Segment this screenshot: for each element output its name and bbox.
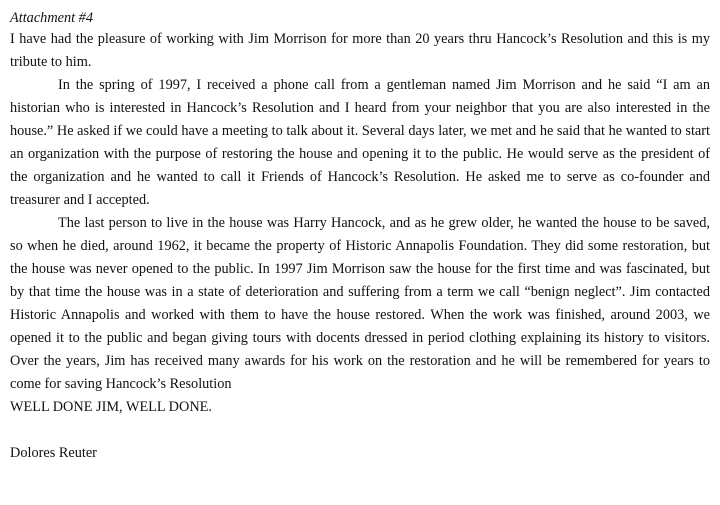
attachment-heading: Attachment #4 — [10, 10, 93, 26]
paragraph-intro: I have had the pleasure of working with Jim Morrison for more than 20 years thru Hancock’s Resolution and this is my tribute to him. — [10, 31, 710, 70]
signature-name: Dolores Reuter — [10, 445, 97, 461]
closing-line: WELL DONE JIM, WELL DONE. — [10, 399, 212, 415]
paragraph-founding: In the spring of 1997, I received a phone call from a gentleman named Jim Morrison and he said “I am an historian who is interested in Hancock’s Resolution and I heard from your neighbor that you are also interested in the house.” He asked if we could have a meeting to talk about it. Several days later, we met and he said that he wanted to start an organization with the purpose of restoring the house and opening it to the public. He would serve as the president of the organization and he wanted to call it Friends of Hancock’s Resolution. He asked me to serve as co-founder and treasurer and I accepted. — [10, 77, 710, 208]
paragraph-restoration: The last person to live in the house was Harry Hancock, and as he grew older, he wanted the house to be saved, so when he died, around 1962, it became the property of Historic Annapolis Foundation. They did some restoration, but the house was never opened to the public. In 1997 Jim Morrison saw the house for the first time and was fascinated, but by that time the house was in a state of deterioration and suffering from a term we call “benign neglect”. Jim contacted Historic Annapolis and worked with them to have the house restored. When the work was finished, around 2003, we opened it to the public and began giving tours with docents dressed in period clothing explaining its history to visitors. Over the years, Jim has received many awards for his work on the restoration and he will be remembered for years to come for saving Hancock’s Resolution — [10, 215, 710, 392]
